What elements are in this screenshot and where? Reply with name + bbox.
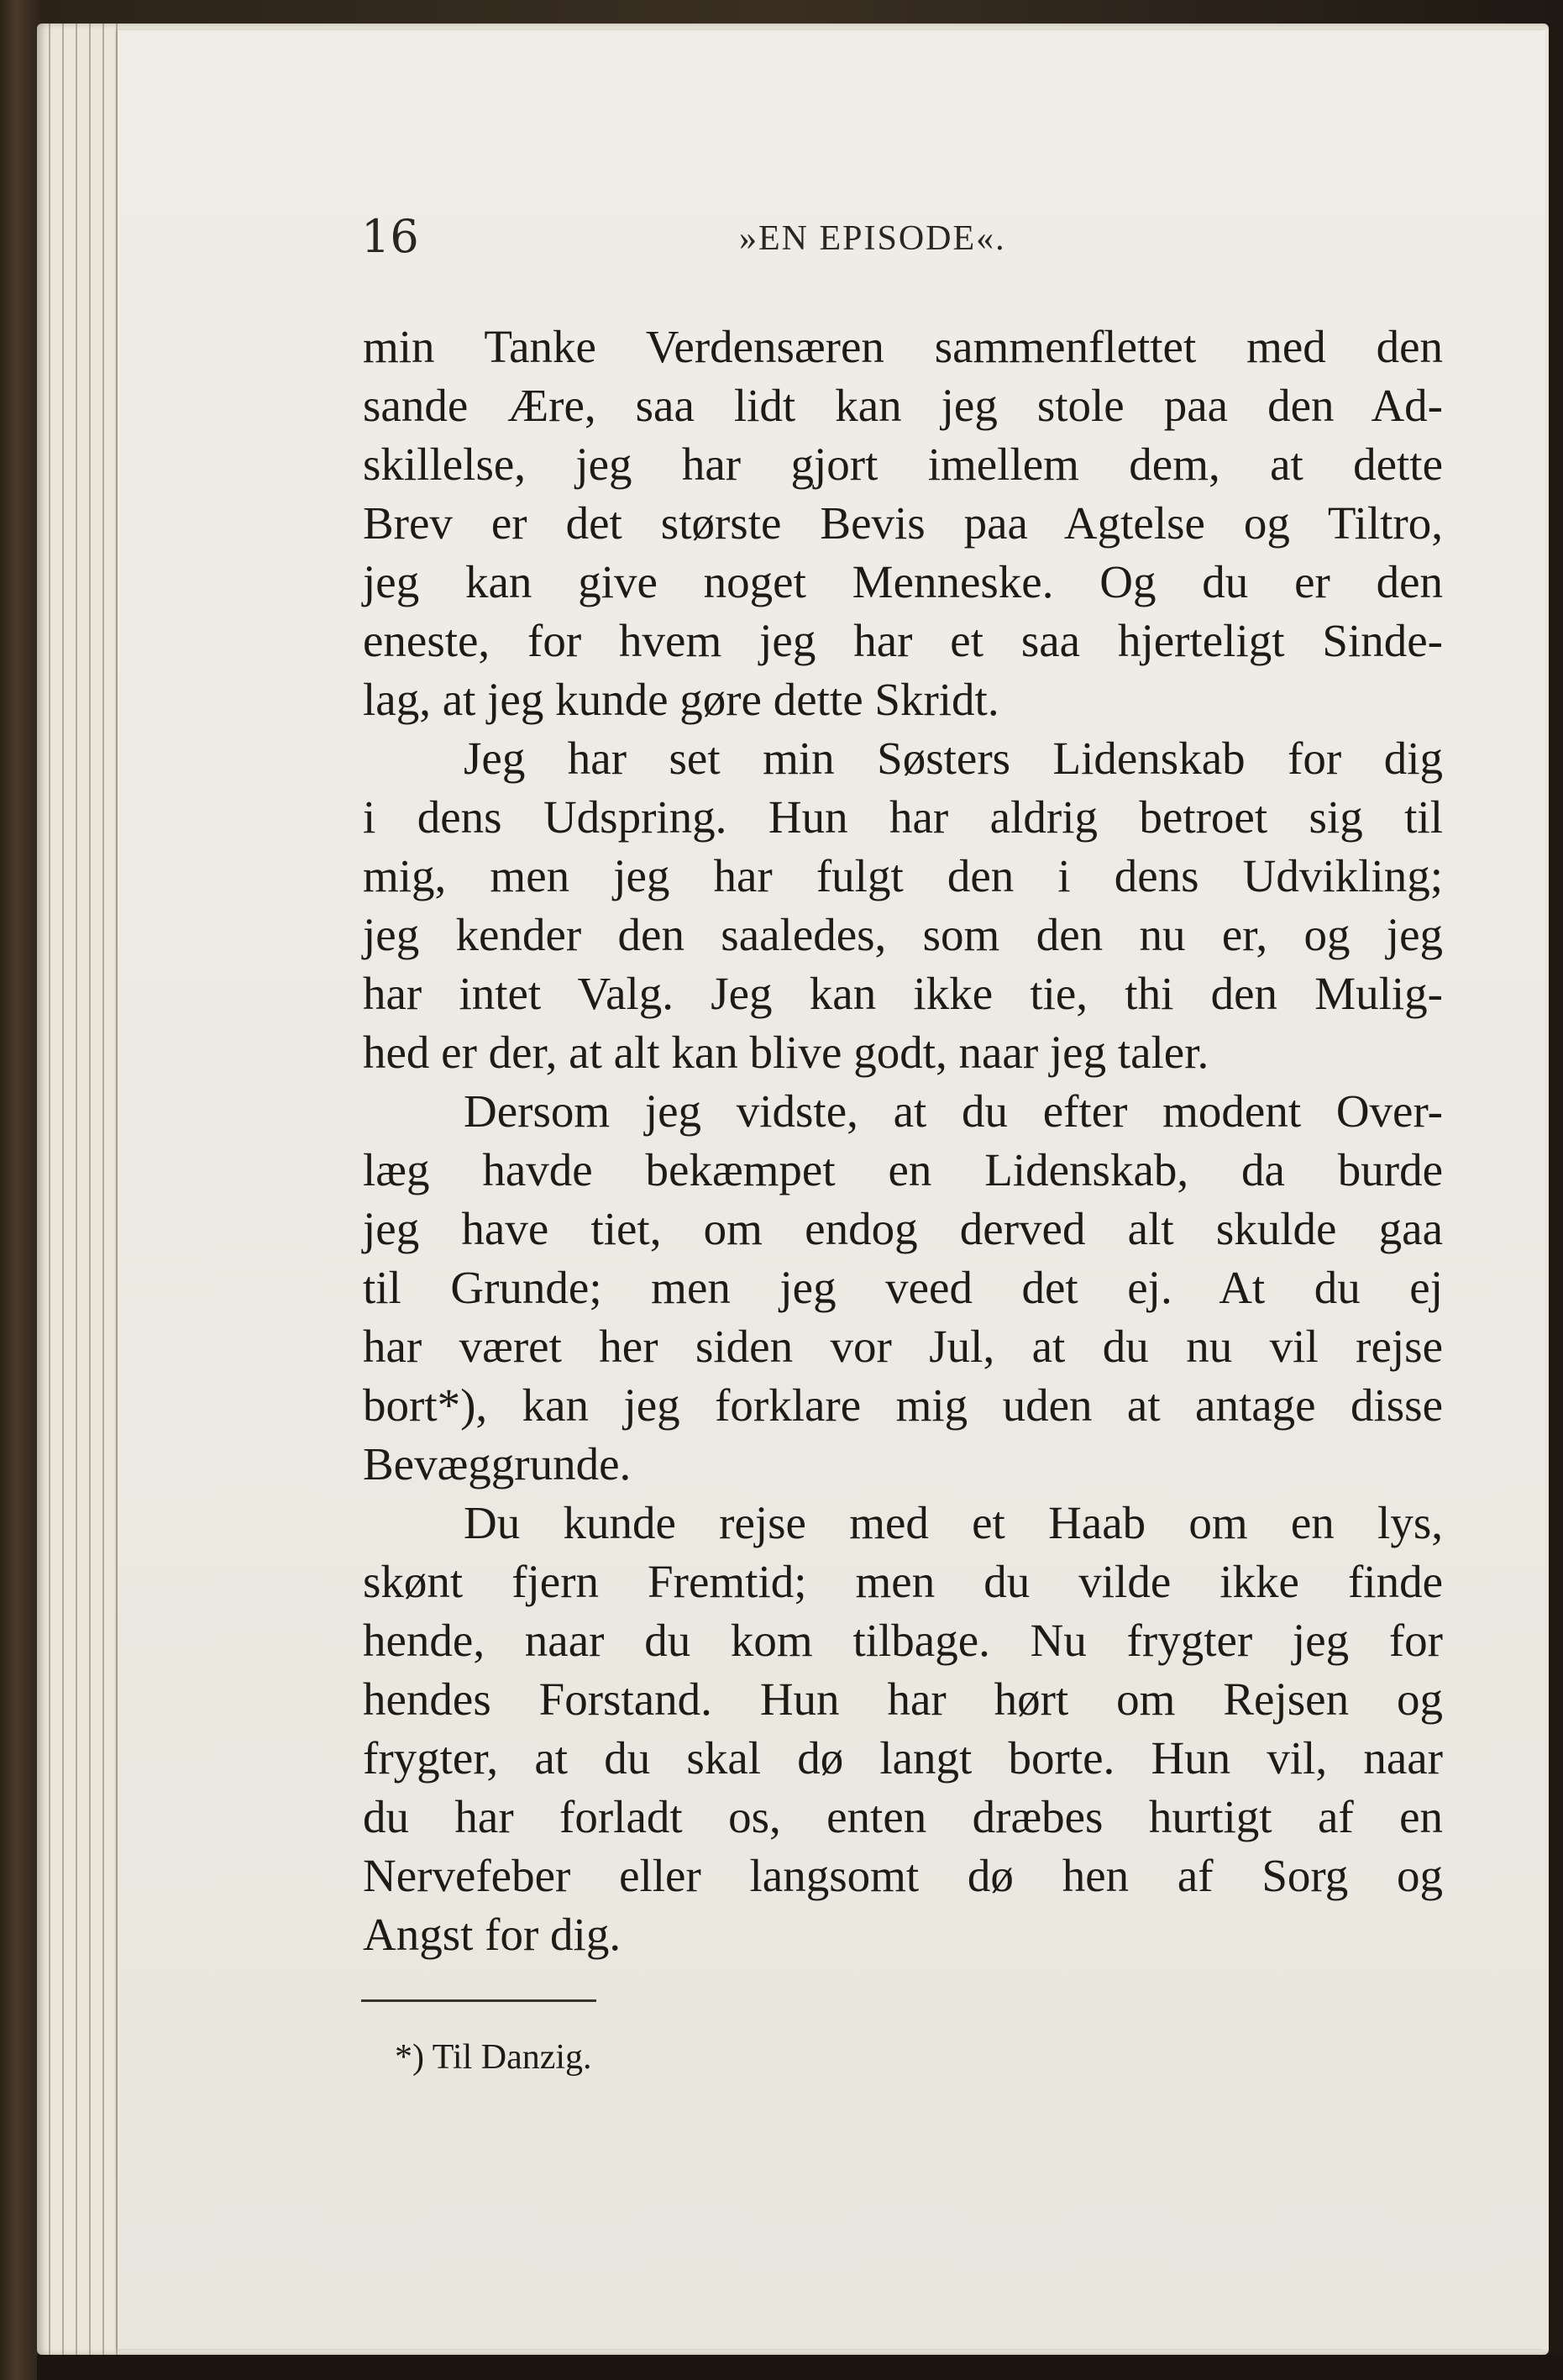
text-line: jeg have tiet, om endog derved alt skulde gaa [363,1203,1443,1254]
text-line: til Grunde; men jeg veed det ej. At du ej [363,1262,1443,1313]
book-bottom-edge [37,2355,1563,2380]
text-line: du har forladt os, enten dræbes hurtigt af en [363,1791,1443,1842]
text-line: i dens Udspring. Hun har aldrig betroet sig til [363,791,1443,843]
footnote: *) Til Danzig. [395,2038,592,2077]
page-leaf-edge [49,24,50,2355]
page-leaf-edge [76,24,77,2355]
body-text [363,318,1443,1964]
text-line: Nervefeber eller langsomt dø hen af Sorg og [363,1850,1443,1901]
text-line: jeg kan give noget Menneske. Og du er den [363,556,1443,607]
text-line: har været her siden vor Jul, at du nu vil rejse [363,1321,1443,1372]
text-line: bort*), kan jeg forklare mig uden at antage disse [363,1379,1443,1431]
text-line: eneste, for hvem jeg har et saa hjerteligt Sinde- [363,615,1443,666]
text-line: mig, men jeg har fulgt den i dens Udvikling; [363,850,1443,901]
text-line: sande Ære, saa lidt kan jeg stole paa den Ad- [363,380,1443,431]
page-number: 16 [361,210,419,263]
text-line: læg havde bekæmpet en Lidenskab, da burde [363,1144,1443,1195]
text-line: min Tanke Verdensæren sammenflettet med den [363,321,1443,372]
book-cover-edge [0,0,40,2380]
text-line: har intet Valg. Jeg kan ikke tie, thi den Mulig- [363,968,1443,1019]
text-line: skillelse, jeg har gjort imellem dem, at dette [363,439,1443,490]
text-line: Angst for dig. [363,1909,622,1960]
text-line: jeg kender den saaledes, som den nu er, og jeg [363,909,1443,960]
page-leaf-edge [89,24,91,2355]
text-line: Bevæggrunde. [363,1438,632,1489]
running-title: »EN EPISODE«. [739,219,1006,258]
text-line: Dersom jeg vidste, at du efter modent Over- [464,1085,1443,1137]
footnote-rule [361,1999,596,2002]
text-line: skønt fjern Fremtid; men du vilde ikke finde [363,1556,1443,1607]
page-header [361,210,1453,277]
text-line: Brev er det største Bevis paa Agtelse og Tiltro, [363,497,1443,549]
text-line: Du kunde rejse med et Haab om en lys, [464,1497,1443,1548]
page-leaf-edge [62,24,64,2355]
text-line: hed er der, at alt kan blive godt, naar jeg taler. [363,1027,1209,1078]
text-line: frygter, at du skal dø langt borte. Hun vil, naar [363,1732,1443,1784]
text-line: lag, at jeg kunde gøre dette Skridt. [363,674,999,725]
text-line: Jeg har set min Søsters Lidenskab for dig [464,733,1443,784]
page-leaf-edge [102,24,104,2355]
text-line: hende, naar du kom tilbage. Nu frygter jeg for [363,1615,1443,1666]
text-line: hendes Forstand. Hun har hørt om Rejsen og [363,1673,1443,1725]
